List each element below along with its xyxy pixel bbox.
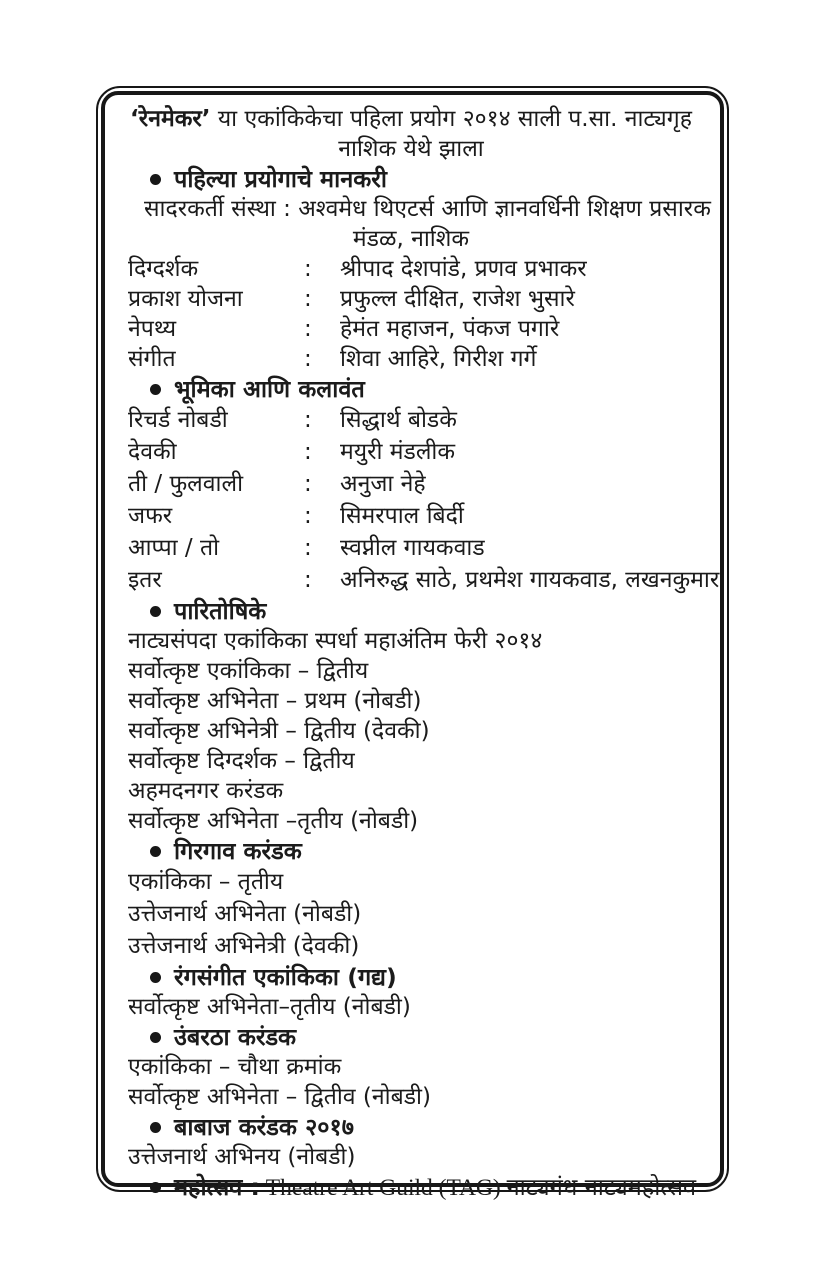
award-line: सर्वोत्कृष्ट एकांकिका – द्वितीय — [128, 658, 369, 684]
award-line: उत्तेजनार्थ अभिनेत्री (देवकी) — [128, 933, 360, 959]
cast-row — [118, 564, 720, 596]
award-line: उत्तेजनार्थ अभिनय (नोबडी) — [128, 1144, 356, 1170]
intro-line-1 — [118, 104, 704, 134]
cast-actor: स्वप्नील गायकवाड — [340, 535, 485, 561]
cast-actor: अनुजा नेहे — [340, 471, 426, 497]
cast-row — [118, 468, 704, 500]
section-heading-label: उंबरठा करंडक — [174, 1023, 297, 1051]
cast-row — [118, 500, 704, 532]
section-heading-babaj — [118, 1112, 704, 1142]
intro-line-2: नाशिक येथे झाला — [338, 136, 484, 162]
presenter-line-1: सादरकर्ती संस्था : अश्वमेध थिएटर्स आणि ज्ञानवर्धिनी शिक्षण प्रसारक — [144, 196, 711, 222]
bullet-icon — [150, 1032, 161, 1043]
cast-role: इतर — [128, 567, 162, 593]
credit-row — [118, 284, 704, 314]
presenter-line-2: मंडळ, नाशिक — [352, 226, 470, 252]
cast-role: जफर — [128, 503, 173, 529]
section-heading-label: पारितोषिके — [174, 597, 267, 625]
play-title: ‘रेनमेकर’ — [130, 106, 211, 132]
credit-label: प्रकाश योजना — [128, 286, 243, 312]
cast-actor: सिमरपाल बिर्दी — [340, 503, 464, 529]
festival-label: महोत्सव : — [174, 1173, 260, 1201]
award-line: एकांकिका – चौथा क्रमांक — [128, 1054, 342, 1080]
cast-row — [118, 532, 704, 564]
section-heading-label: रंगसंगीत एकांकिका (गद्य) — [174, 963, 397, 991]
credit-label: दिग्दर्शक — [128, 256, 199, 282]
credit-value: हेमंत महाजन, पंकज पगारे — [340, 316, 560, 342]
festival-line — [118, 1172, 704, 1203]
festival-rest: नाट्यगंध नाट्यमहोत्सव — [506, 1173, 697, 1201]
section-heading-rangsangeet — [118, 962, 704, 992]
credit-row — [118, 314, 704, 344]
section-heading-label: भूमिका आणि कलावंत — [174, 375, 365, 403]
cast-role: आप्पा / तो — [128, 535, 220, 561]
cast-row — [118, 404, 704, 436]
credit-value: शिवा आहिरे, गिरीश गर्गे — [340, 346, 537, 372]
cast-role: ती / फुलवाली — [128, 471, 244, 497]
festival-text — [174, 1172, 696, 1203]
colon-separator: : — [304, 316, 312, 342]
bullet-icon — [150, 174, 161, 185]
section-heading-label: गिरगाव करंडक — [174, 837, 302, 865]
colon-separator: : — [304, 471, 312, 497]
award-line: उत्तेजनार्थ अभिनेता (नोबडी) — [128, 901, 362, 927]
cast-actor: सिद्धार्थ बोडके — [340, 407, 457, 433]
section-heading-girgaon — [118, 836, 704, 866]
bullet-icon — [150, 384, 161, 395]
festival-latin-name: Theatre Art Guild (TAG) — [259, 1175, 507, 1201]
page-content — [101, 91, 724, 1201]
intro-line-1-rest: या एकांकिकेचा पहिला प्रयोग २०१४ साली प.सा. नाट्यगृह — [210, 106, 692, 132]
award-line: एकांकिका – तृतीय — [128, 869, 284, 895]
bullet-icon — [150, 846, 161, 857]
colon-separator: : — [304, 407, 312, 433]
colon-separator: : — [304, 567, 312, 593]
bullet-icon — [150, 1182, 161, 1193]
award-line: सर्वोत्कृष्ट अभिनेत्री – द्वितीय (देवकी) — [128, 718, 430, 744]
section-heading-label: पहिल्या प्रयोगाचे मानकरी — [174, 165, 387, 193]
bullet-icon — [150, 1122, 161, 1133]
award-line: अहमदनगर करंडक — [128, 778, 284, 804]
award-line: सर्वोत्कृष्ट अभिनेता – प्रथम (नोबडी) — [128, 688, 422, 714]
section-heading-umbartha — [118, 1022, 704, 1052]
credit-label: नेपथ्य — [128, 316, 177, 342]
credit-row — [118, 344, 704, 374]
credit-label: संगीत — [128, 346, 176, 372]
page-border-frame — [96, 86, 729, 1201]
colon-separator: : — [304, 256, 312, 282]
cast-actor: अनिरुद्ध साठे, प्रथमेश गायकवाड, लखनकुमार — [340, 567, 720, 593]
cast-role: रिचर्ड नोबडी — [128, 407, 228, 433]
bullet-icon — [150, 606, 161, 617]
award-line: सर्वोत्कृष्ट अभिनेता –तृतीय (नोबडी) — [128, 808, 419, 834]
credit-row — [118, 254, 704, 284]
cast-row — [118, 436, 704, 468]
award-line: सर्वोत्कृष्ट अभिनेता–तृतीय (नोबडी) — [128, 994, 411, 1020]
bullet-icon — [150, 972, 161, 983]
colon-separator: : — [304, 535, 312, 561]
section-heading-cast — [118, 374, 704, 404]
section-heading-label: बाबाज करंडक २०१७ — [174, 1113, 354, 1141]
credit-value: प्रफुल्ल दीक्षित, राजेश भुसारे — [340, 286, 575, 312]
colon-separator: : — [304, 286, 312, 312]
colon-separator: : — [304, 346, 312, 372]
credit-value: श्रीपाद देशपांडे, प्रणव प्रभाकर — [340, 256, 587, 282]
cast-role: देवकी — [128, 439, 177, 465]
section-heading-first-show — [118, 164, 704, 194]
colon-separator: : — [304, 503, 312, 529]
colon-separator: : — [304, 439, 312, 465]
award-line: सर्वोत्कृष्ट दिग्दर्शक – द्वितीय — [128, 748, 355, 774]
award-line: सर्वोत्कृष्ट अभिनेता – द्वितीव (नोबडी) — [128, 1084, 431, 1110]
cast-actor: मयुरी मंडलीक — [340, 439, 456, 465]
section-heading-awards — [118, 596, 704, 626]
award-line: नाट्यसंपदा एकांकिका स्पर्धा महाअंतिम फेरी २०१४ — [128, 628, 543, 654]
